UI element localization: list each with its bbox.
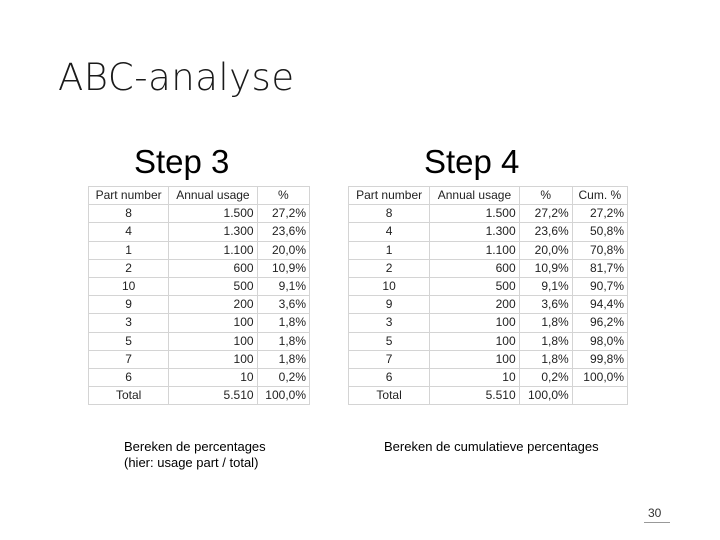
table-row	[349, 368, 628, 386]
header-part-number: Part number	[89, 187, 169, 205]
annual-usage-cell: 1.100	[169, 241, 257, 259]
annual-usage-cell: 1.300	[169, 223, 257, 241]
cumulative-percent-cell: 98,0%	[572, 332, 627, 350]
step3-caption-line2: (hier: usage part / total)	[124, 455, 259, 470]
table-row	[89, 259, 310, 277]
annual-usage-cell: 10	[430, 368, 519, 386]
part-number-cell: 8	[89, 205, 169, 223]
annual-usage-cell: 500	[169, 277, 257, 295]
cumulative-percent-cell: 70,8%	[572, 241, 627, 259]
table-row	[89, 241, 310, 259]
table-row	[349, 332, 628, 350]
part-number-cell: 3	[89, 314, 169, 332]
percent-cell: 1,8%	[257, 332, 309, 350]
part-number-cell: 10	[349, 277, 430, 295]
total-row	[349, 387, 628, 405]
percent-cell: 10,9%	[519, 259, 572, 277]
part-number-cell: 2	[89, 259, 169, 277]
slide-title: ABC-analyse	[58, 56, 295, 99]
cumulative-percent-cell: 81,7%	[572, 259, 627, 277]
step4-caption: Bereken de cumulatieve percentages	[384, 439, 599, 454]
percent-cell: 0,2%	[519, 368, 572, 386]
cumulative-percent-cell: 90,7%	[572, 277, 627, 295]
percent-cell: 3,6%	[519, 296, 572, 314]
total-label-cell: Total	[349, 387, 430, 405]
annual-usage-cell: 100	[169, 332, 257, 350]
step4-table	[348, 186, 628, 405]
percent-cell: 0,2%	[257, 368, 309, 386]
part-number-cell: 5	[349, 332, 430, 350]
table-row	[349, 205, 628, 223]
table-row	[349, 241, 628, 259]
step3-header-row	[89, 187, 310, 205]
step4-header-row	[349, 187, 628, 205]
part-number-cell: 7	[89, 350, 169, 368]
table-row	[349, 223, 628, 241]
percent-cell: 3,6%	[257, 296, 309, 314]
table-row	[89, 277, 310, 295]
annual-usage-cell: 100	[169, 350, 257, 368]
table-row	[89, 223, 310, 241]
total-label-cell: Total	[89, 387, 169, 405]
table-row	[349, 314, 628, 332]
part-number-cell: 4	[89, 223, 169, 241]
step3-caption-line1: Bereken de percentages	[124, 439, 266, 454]
part-number-cell: 9	[349, 296, 430, 314]
page-number-rule	[644, 522, 670, 523]
total-usage-cell: 5.510	[430, 387, 519, 405]
table-row	[89, 332, 310, 350]
cumulative-percent-cell: 100,0%	[572, 368, 627, 386]
annual-usage-cell: 1.500	[169, 205, 257, 223]
step3-body	[89, 205, 310, 405]
part-number-cell: 7	[349, 350, 430, 368]
header-percent: %	[257, 187, 309, 205]
part-number-cell: 8	[349, 205, 430, 223]
total-usage-cell: 5.510	[169, 387, 257, 405]
percent-cell: 20,0%	[257, 241, 309, 259]
table-row	[349, 259, 628, 277]
percent-cell: 20,0%	[519, 241, 572, 259]
part-number-cell: 9	[89, 296, 169, 314]
table-row	[349, 277, 628, 295]
annual-usage-cell: 100	[430, 314, 519, 332]
percent-cell: 1,8%	[257, 314, 309, 332]
percent-cell: 9,1%	[519, 277, 572, 295]
annual-usage-cell: 600	[169, 259, 257, 277]
annual-usage-cell: 100	[430, 350, 519, 368]
part-number-cell: 5	[89, 332, 169, 350]
table-row	[89, 296, 310, 314]
part-number-cell: 1	[349, 241, 430, 259]
header-cumulative-percent: Cum. %	[572, 187, 627, 205]
percent-cell: 1,8%	[519, 350, 572, 368]
header-annual-usage: Annual usage	[430, 187, 519, 205]
annual-usage-cell: 200	[169, 296, 257, 314]
percent-cell: 27,2%	[257, 205, 309, 223]
part-number-cell: 6	[89, 368, 169, 386]
percent-cell: 10,9%	[257, 259, 309, 277]
total-cumulative-cell	[572, 387, 627, 405]
step4-body	[349, 205, 628, 405]
annual-usage-cell: 600	[430, 259, 519, 277]
total-percent-cell: 100,0%	[257, 387, 309, 405]
annual-usage-cell: 10	[169, 368, 257, 386]
table-row	[349, 296, 628, 314]
percent-cell: 23,6%	[257, 223, 309, 241]
table-row	[89, 314, 310, 332]
step3-table	[88, 186, 310, 405]
percent-cell: 23,6%	[519, 223, 572, 241]
table-row	[349, 350, 628, 368]
page-number: 30	[648, 506, 662, 520]
annual-usage-cell: 1.300	[430, 223, 519, 241]
annual-usage-cell: 1.100	[430, 241, 519, 259]
annual-usage-cell: 200	[430, 296, 519, 314]
cumulative-percent-cell: 27,2%	[572, 205, 627, 223]
percent-cell: 9,1%	[257, 277, 309, 295]
percent-cell: 1,8%	[257, 350, 309, 368]
part-number-cell: 1	[89, 241, 169, 259]
cumulative-percent-cell: 99,8%	[572, 350, 627, 368]
part-number-cell: 2	[349, 259, 430, 277]
table-row	[89, 368, 310, 386]
part-number-cell: 6	[349, 368, 430, 386]
percent-cell: 1,8%	[519, 314, 572, 332]
cumulative-percent-cell: 50,8%	[572, 223, 627, 241]
header-percent: %	[519, 187, 572, 205]
header-annual-usage: Annual usage	[169, 187, 257, 205]
cumulative-percent-cell: 94,4%	[572, 296, 627, 314]
table-row	[89, 350, 310, 368]
step3-caption	[124, 439, 266, 471]
annual-usage-cell: 100	[169, 314, 257, 332]
annual-usage-cell: 100	[430, 332, 519, 350]
part-number-cell: 3	[349, 314, 430, 332]
header-part-number: Part number	[349, 187, 430, 205]
annual-usage-cell: 500	[430, 277, 519, 295]
total-percent-cell: 100,0%	[519, 387, 572, 405]
total-row	[89, 387, 310, 405]
step4-heading: Step 4	[424, 143, 520, 180]
step3-heading: Step 3	[134, 143, 230, 180]
percent-cell: 1,8%	[519, 332, 572, 350]
annual-usage-cell: 1.500	[430, 205, 519, 223]
part-number-cell: 4	[349, 223, 430, 241]
percent-cell: 27,2%	[519, 205, 572, 223]
cumulative-percent-cell: 96,2%	[572, 314, 627, 332]
part-number-cell: 10	[89, 277, 169, 295]
table-row	[89, 205, 310, 223]
